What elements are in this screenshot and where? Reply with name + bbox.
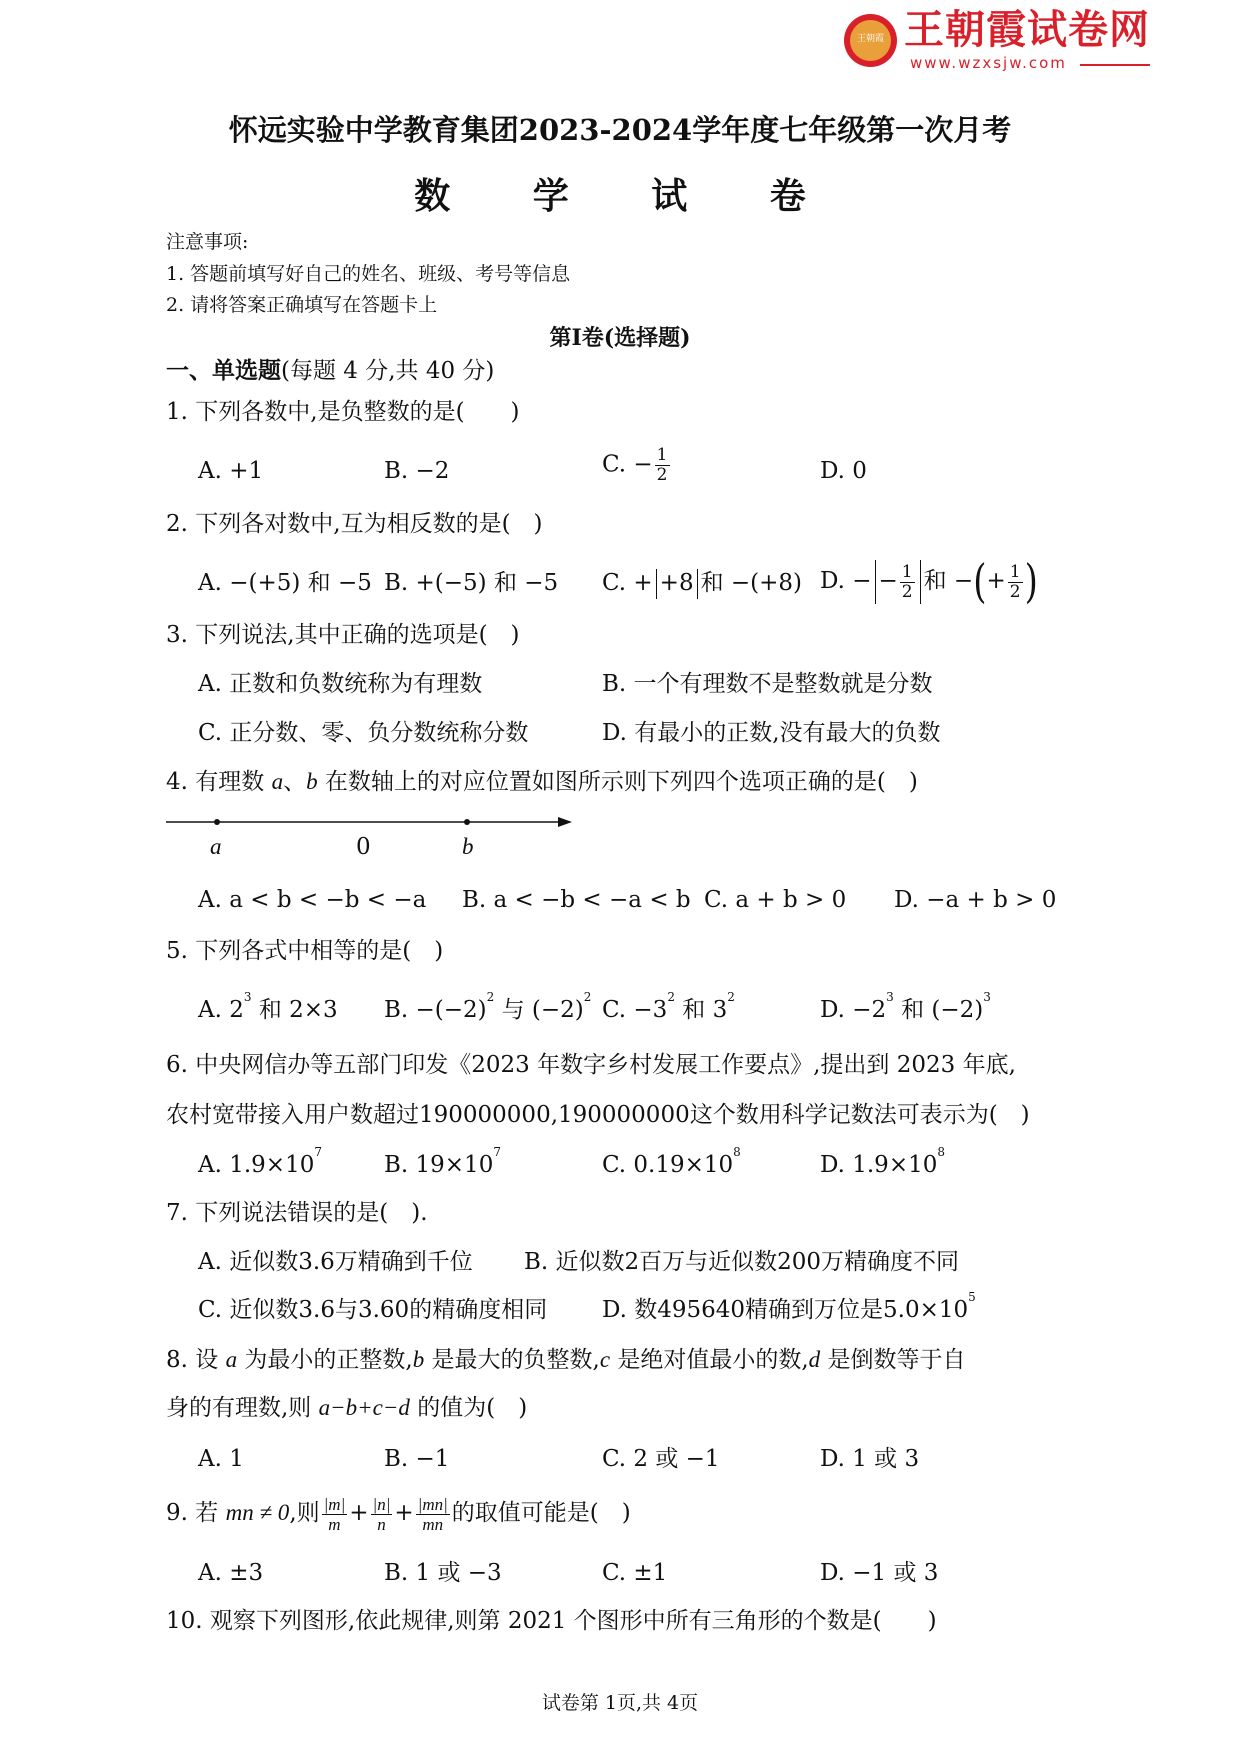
q2-option-a: A. −(+5) 和 −5 (198, 570, 372, 596)
q9-fraction-2: $\frac{|n|}{n}$ (372, 1494, 391, 1534)
q8-option-a: A. 1 (198, 1446, 244, 1472)
q9-fraction-3: $\frac{|mn|}{mn}$ (417, 1494, 448, 1534)
q9-option-d: D. −1 或 3 (820, 1560, 939, 1586)
notes-item-1: 1. 答题前填写好自己的姓名、班级、考号等信息 (166, 263, 571, 285)
q1-option-a: A. +1 (198, 458, 264, 484)
q4-option-a: A. a < b < −b < −a (198, 887, 427, 913)
brand-url: www.wzxsjw.com (910, 54, 1067, 72)
brand-underline (1080, 64, 1150, 66)
q6-stem-line2: 农村宽带接入用户数超过190000000,190000000这个数用科学记数法可表示为( ) (166, 1102, 1030, 1128)
q1-option-c-fraction: $\frac{1}{2}$ (656, 445, 668, 485)
q8-option-d: D. 1 或 3 (820, 1446, 920, 1472)
q10-stem: 10. 观察下列图形,依此规律,则第 2021 个图形中所有三角形的个数是( ) (166, 1608, 937, 1634)
q9-fraction-1: $\frac{|m|}{m}$ (323, 1494, 346, 1534)
q9-option-c: C. ±1 (602, 1560, 668, 1586)
point-a (214, 819, 220, 825)
number-line-arrow-icon (558, 817, 572, 827)
point-b (464, 819, 470, 825)
q3-option-b: B. 一个有理数不是整数就是分数 (602, 671, 933, 697)
axis-label-a: a (210, 834, 222, 859)
q5-option-d: D. $-2^3$ 和 $(-2)^3$ (820, 990, 991, 1023)
q8-option-c: C. 2 或 −1 (602, 1446, 720, 1472)
brand-name: 王朝霞试卷网 (904, 7, 1150, 53)
q2-stem: 2. 下列各对数中,互为相反数的是( ) (166, 511, 543, 537)
q7-option-c: C. 近似数3.6与3.60的精确度相同 (198, 1297, 548, 1323)
q7-stem: 7. 下列说法错误的是( ). (166, 1200, 428, 1226)
q7-option-d: D. 数495640精确到万位是$5.0\times 10^5$ (602, 1290, 976, 1323)
volume-heading: 第Ⅰ卷(选择题) (549, 325, 691, 351)
q2-option-c: C. + +8 和 −(+8) (602, 566, 802, 600)
q4-stem: 4. 有理数 a、b 在数轴上的对应位置如图所示则下列四个选项正确的是( ) (166, 769, 918, 795)
axis-label-0: 0 (356, 834, 371, 860)
q8-stem-line1: 8. 设 a 为最小的正整数,b 是最大的负整数,c 是绝对值最小的数,d 是倒数等于自 (166, 1347, 966, 1373)
notes-item-2: 2. 请将答案正确填写在答题卡上 (166, 294, 438, 316)
q9-option-a: A. ±3 (198, 1560, 264, 1586)
q4-option-d: D. −a + b > 0 (894, 887, 1057, 913)
q7-option-a: A. 近似数3.6万精确到千位 (198, 1249, 473, 1275)
notes-heading: 注意事项: (166, 231, 249, 253)
q6-option-a: A. $1.9\times 10^7$ (198, 1145, 322, 1178)
q9-stem: 9. 若 mn ≠ 0,则 $\frac{|m|}{m}$ + $\frac{|n|}{n}$ + $\frac{|mn|}{mn}$ 的取值可能是( ) (166, 1494, 631, 1534)
q5-option-b: B. $-(-2)^2$ 与 $(-2)^2$ (384, 990, 592, 1023)
brand-seal-text: 王朝霞 (856, 34, 884, 44)
q6-option-c: C. $0.19\times 10^8$ (602, 1145, 741, 1178)
q5-option-a: A. $2^3$ 和 2×3 (198, 990, 338, 1023)
q2-option-d: D. − − $\frac{1}{2}$ 和 −(+ $\frac{1}{2}$ ) (820, 555, 1038, 609)
q1-stem: 1. 下列各数中,是负整数的是( ) (166, 399, 520, 425)
q3-option-d: D. 有最小的正数,没有最大的负数 (602, 720, 941, 746)
q1-option-d: D. 0 (820, 458, 867, 484)
part-info: (每题 4 分,共 40 分) (281, 358, 495, 384)
q1-option-c-label: C. − (602, 451, 653, 478)
q1-option-b: B. −2 (384, 458, 450, 484)
q7-option-b: B. 近似数2百万与近似数200万精确度不同 (524, 1249, 960, 1275)
q8-stem-line2: 身的有理数,则 a−b+c−d 的值为( ) (166, 1395, 528, 1421)
q3-option-a: A. 正数和负数统称为有理数 (198, 671, 483, 697)
q1-option-c (602, 446, 672, 485)
q6-stem-line1: 6. 中央网信办等五部门印发《2023 年数字乡村发展工作要点》,提出到 2023 年底, (166, 1052, 1016, 1078)
q5-stem: 5. 下列各式中相等的是( ) (166, 938, 444, 964)
q4-option-c: C. a + b > 0 (704, 887, 847, 913)
q5-option-c: C. $-3^2$ 和 $3^2$ (602, 990, 735, 1023)
exam-subtitle: 数 学 试 卷 (414, 175, 826, 217)
q9-option-b: B. 1 或 −3 (384, 1560, 502, 1586)
page-footer: 试卷第 1页,共 4页 (541, 1692, 699, 1714)
q3-option-c: C. 正分数、零、负分数统称分数 (198, 720, 529, 746)
q8-option-b: B. −1 (384, 1446, 450, 1472)
part-title: 一、单选题 (166, 357, 281, 384)
brand-logo (844, 14, 897, 67)
exam-title: 怀远实验中学教育集团2023-2024学年度七年级第一次月考 (228, 113, 1012, 147)
q6-option-b: B. $19\times 10^7$ (384, 1145, 501, 1178)
axis-label-b: b (462, 834, 474, 859)
q3-stem: 3. 下列说法,其中正确的选项是( ) (166, 622, 520, 648)
q6-option-d: D. $1.9\times 10^8$ (820, 1145, 945, 1178)
part-heading (166, 356, 494, 386)
q4-option-b: B. a < −b < −a < b (462, 887, 691, 913)
q2-option-b: B. +(−5) 和 −5 (384, 570, 559, 596)
